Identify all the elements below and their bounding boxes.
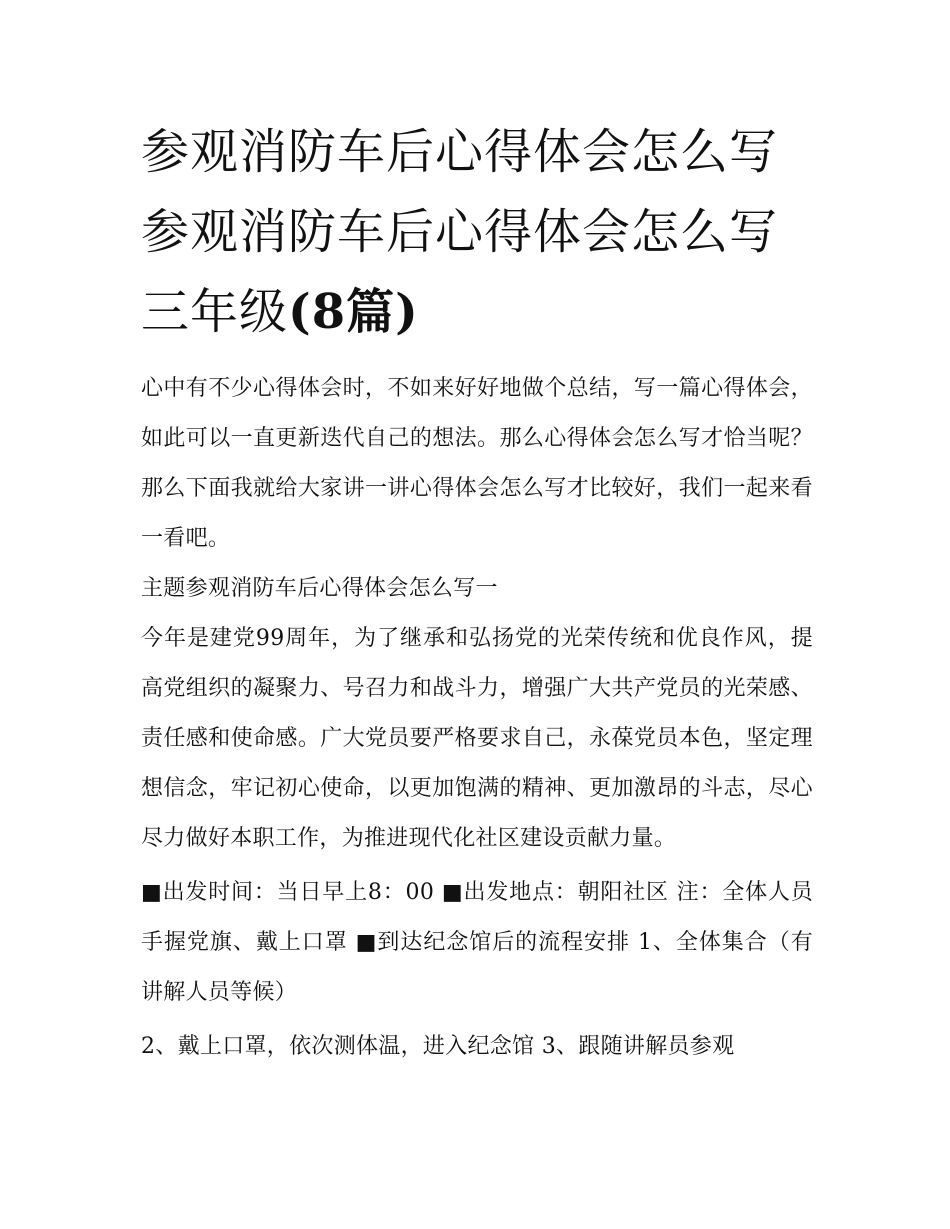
document-title <box>141 112 813 352</box>
title-text: 参观消防车后心得体会怎么写参观消防车后心得体会怎么写三年级 <box>141 124 779 340</box>
title-suffix: (8篇) <box>288 284 419 340</box>
intro-paragraph: 心中有不少心得体会时，不如来好好地做个总结，写一篇心得体会，如此可以一直更新迭代自己的想法。那么心得体会怎么写才恰当呢？那么下面我就给大家讲一讲心得体会怎么写才比较好，我们一起来看一看吧。 <box>141 376 813 551</box>
section-heading: 主题参观消防车后心得体会怎么写一 <box>141 576 498 601</box>
document-page <box>141 112 813 1072</box>
body-paragraph: 今年是建党99周年，为了继承和弘扬党的光荣传统和优良作风，提高党组织的凝聚力、号召力和战斗力，增强广大共产党员的光荣感、责任感和使命感。广大党员要严格要求自己，永葆党员本色，坚定理想信念，牢记初心使命，以更加饱满的精神、更加激昂的斗志，尽心尽力做好本职工作，为推进现代化社区建设贡献力量。 <box>141 626 813 851</box>
procedure-paragraph: 2、戴上口罩，依次测体温，进入纪念馆 3、跟随讲解员参观 <box>141 1034 735 1059</box>
schedule-paragraph: ■出发时间：当日早上8：00 ■出发地点：朝阳社区 注：全体人员手握党旗、戴上口罩 ■到达纪念馆后的流程安排 1、全体集合（有讲解人员等候） <box>141 880 813 1005</box>
